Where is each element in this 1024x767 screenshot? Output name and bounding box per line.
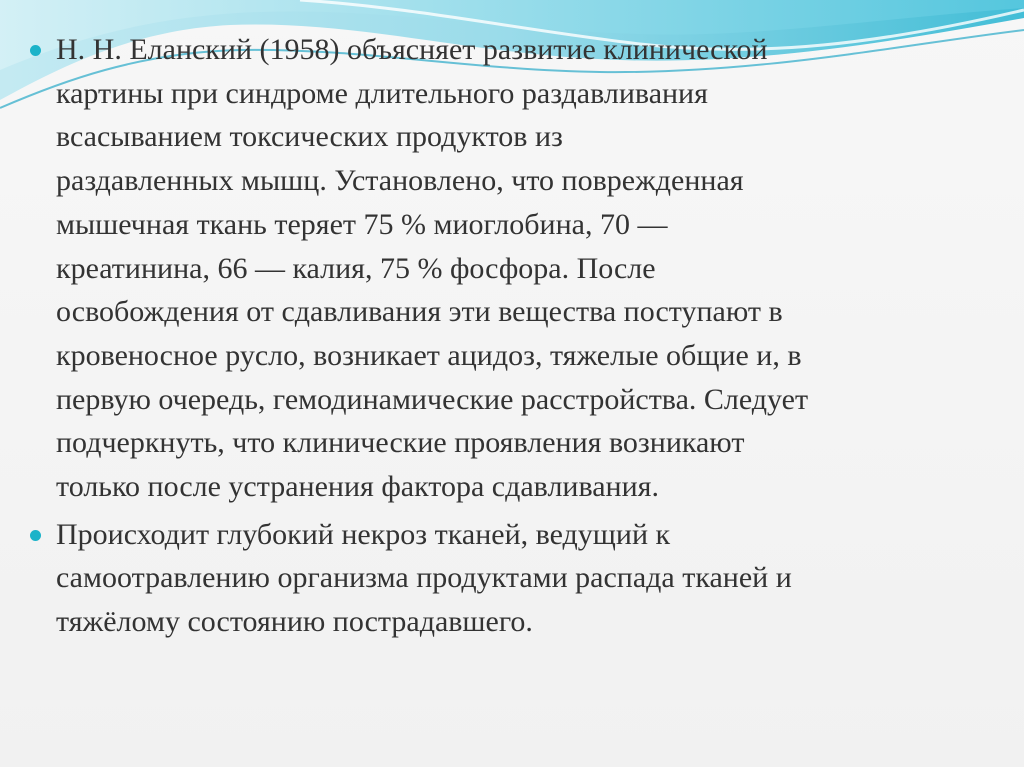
bullet-item [26, 28, 996, 509]
bullet-list [26, 28, 996, 648]
bullet-text: Н. Н. Еланский (1958) объясняет развитие клинической картины при синдроме длительного раздавливания всасыванием токсических продуктов из раздавленных мышц. Установлено, что поврежденная мышечная ткань теряет 75 % миоглобина, 70 — креатинина, 66 — калия, 75 % фосфора. После освобождения от сдавливания эти вещества поступают в кровеносное русло, возникает ацидоз, тяжелые общие и, в первую очередь, гемодинамические расстройства. Следует подчеркнуть, что клинические проявления возникают только после устранения фактора сдавливания. [56, 33, 809, 504]
bullet-item [26, 513, 996, 644]
bullet-dot-icon [30, 530, 41, 541]
bullet-dot-icon [30, 45, 41, 56]
bullet-text: Происходит глубокий некроз тканей, ведущий к самоотравлению организма продуктами распада тканей и тяжёлому состоянию пострадавшего. [56, 517, 792, 639]
